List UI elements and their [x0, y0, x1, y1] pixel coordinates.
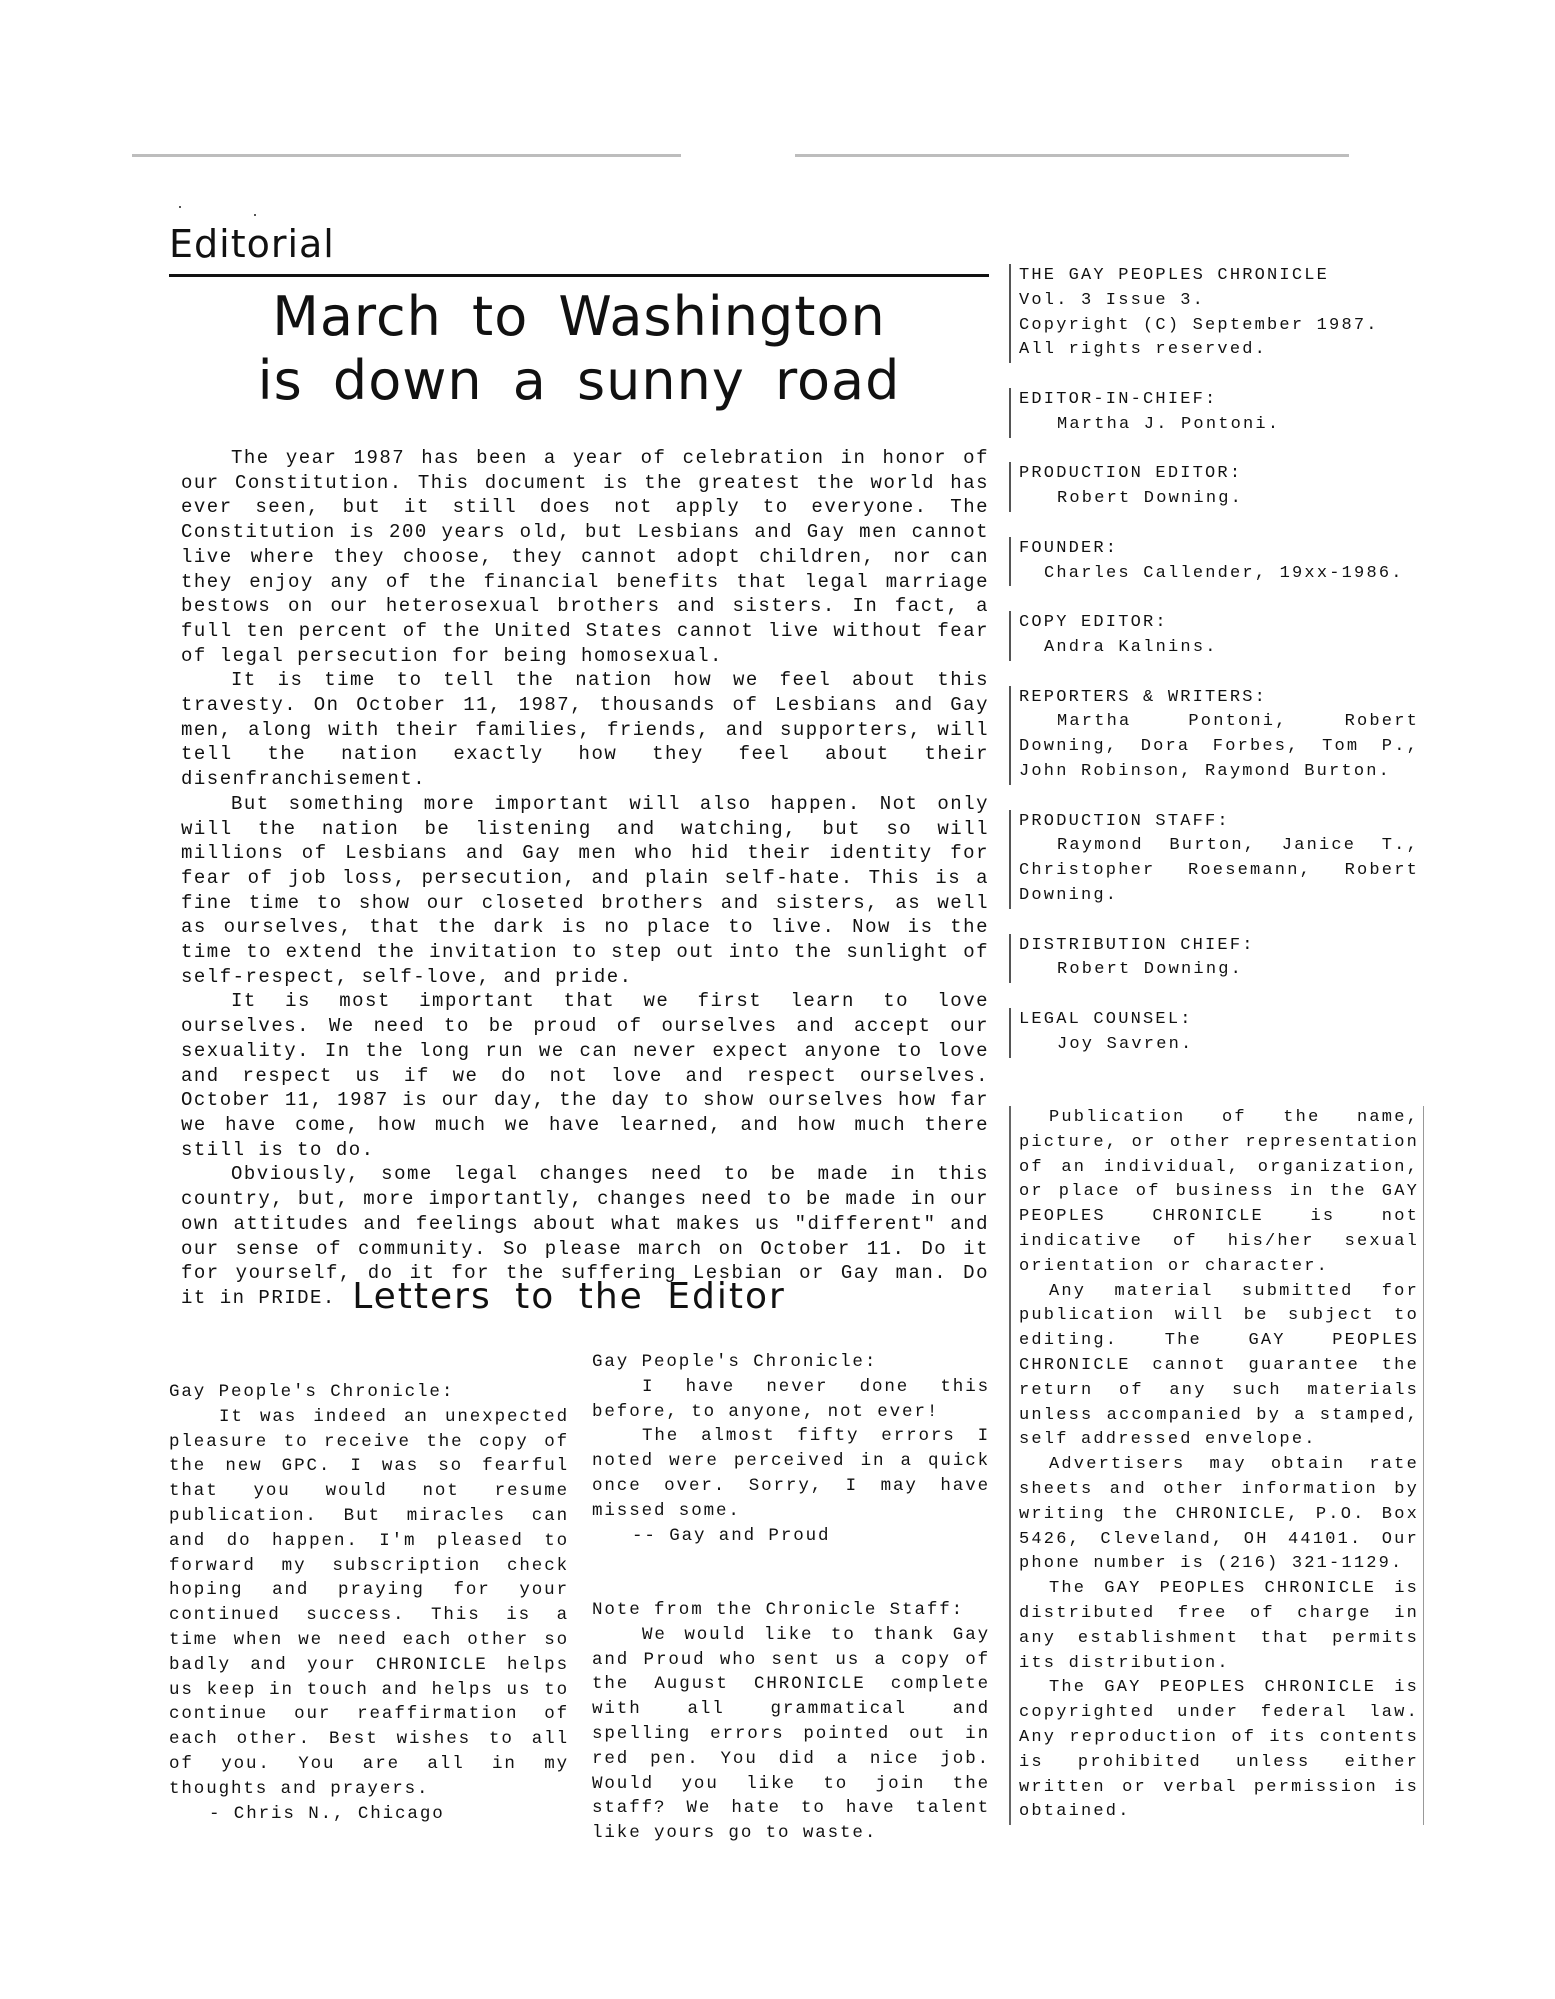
letter-2 [592, 1350, 990, 1846]
masthead-value [1019, 834, 1419, 908]
masthead-value: Andra Kalnins. [1044, 637, 1218, 657]
letter-signature: -- Gay and Proud [632, 1525, 831, 1546]
masthead-editor-in-chief [1009, 388, 1419, 438]
masthead-heading: FOUNDER: [1019, 538, 1119, 558]
section-label: Editorial [169, 222, 335, 266]
letters-heading: Letters to the Editor [352, 1276, 786, 1317]
masthead-value-line: John Robinson, Raymond Burton. [1019, 761, 1392, 781]
masthead-value: Martha J. Pontoni. [1057, 414, 1281, 434]
masthead-production-editor [1009, 462, 1419, 512]
masthead-title-block [1009, 264, 1419, 363]
letter-salutation: Gay People's Chronicle: [592, 1352, 878, 1372]
editorial-paragraph: It is most important that we first learn to love ourselves. We need to be proud of ourselves and accept our sexuality. In the long run we can never expect anyone to love and respect us if we do not love and respect ourselves. October 11, 1987 is our day, the day to show ourselves how far we have come, how much we have learned, and how much there still is to do. [181, 990, 989, 1161]
disclaimer-paragraph: Any material submitted for publication will be subject to editing. The GAY PEOPLES CHRONICLE cannot guarantee the return of any such materials unless accompanied by a stamped, self addressed envelope. [1019, 1281, 1419, 1450]
masthead-title-line: Vol. 3 Issue 3. [1019, 290, 1206, 310]
letter-salutation: Gay People's Chronicle: [169, 1382, 455, 1402]
masthead-heading: REPORTERS & WRITERS: [1019, 687, 1268, 707]
section-rule [169, 274, 989, 277]
editorial-paragraph: Obviously, some legal changes need to be made in this country, but, more importantly, changes need to be made in our own attitudes and feelings about what makes us "different" and our sense of community. So please march on October 11. Do it for yourself, do it for the suffering Lesbian or Gay man. Do it in PRIDE. [181, 1163, 989, 1309]
disclaimer-paragraph: Advertisers may obtain rate sheets and other information by writing the CHRONICLE, P.O. Box 5426, Cleveland, OH 44101. Our phone number is (216) 321-1129. [1019, 1455, 1419, 1574]
masthead-production-staff [1009, 810, 1419, 909]
masthead-value: Joy Savren. [1057, 1034, 1194, 1054]
headline-line: March to Washington [272, 285, 886, 348]
masthead-copy-editor [1009, 611, 1419, 661]
letter-paragraph: I have never done this before, to anyone, not ever! [592, 1376, 990, 1422]
masthead-value-line: Downing. [1019, 885, 1119, 905]
masthead-value-line: Raymond Burton, Janice T., [1057, 836, 1419, 856]
masthead-title-line: All rights reserved. [1019, 340, 1268, 360]
disclaimer-paragraph: Publication of the name, picture, or other representation of an individual, organization, or place of business in the GAY PEOPLES CHRONICLE is not indicative of his/her sexual orientation or character. [1019, 1108, 1419, 1276]
scan-speck [254, 214, 256, 216]
masthead-reporters [1009, 686, 1419, 785]
masthead-heading: PRODUCTION STAFF: [1019, 811, 1230, 831]
masthead-value [1019, 710, 1419, 784]
staff-note-heading: Note from the Chronicle Staff: [592, 1599, 965, 1620]
letter-paragraph: The almost fifty errors I noted were perceived in a quick once over. Sorry, I may have missed some. [592, 1426, 990, 1521]
letter-signature: - Chris N., Chicago [209, 1803, 445, 1824]
masthead-distribution-chief [1009, 934, 1419, 984]
editorial-paragraph: But something more important will also happen. Not only will the nation be listening and watching, but so will millions of Lesbians and Gay men who hid their identity for fear of job loss, persecution, and plain self-hate. This is a fine time to show our closeted brothers and sisters, as well as ourselves, that the dark is no place to live. Now is the time to extend the invitation to step out into the sunlight of self-respect, self-love, and pride. [181, 792, 989, 988]
editorial-paragraph: The year 1987 has been a year of celebration in honor of our Constitution. This document is the greatest the world has ever seen, but it still does not apply to everyone. The Constitution is 200 years old, but Lesbians and Gay men cannot live where they choose, they cannot adopt children, nor can they enjoy any of the financial benefits that legal marriage bestows on our heterosexual brothers and sisters. In fact, a full ten percent of the United States cannot live without fear of legal persecution for being homosexual. [181, 447, 989, 667]
masthead-value: Charles Callender, 19xx-1986. [1044, 563, 1404, 583]
masthead-value-line: Christopher Roesemann, Robert [1019, 861, 1419, 881]
editorial-body [181, 446, 989, 1311]
headline-line: is down a sunny road [257, 349, 901, 412]
scan-speck [179, 206, 181, 208]
masthead-founder [1009, 537, 1419, 587]
masthead-heading: PRODUCTION EDITOR: [1019, 464, 1243, 484]
masthead-value-line: Martha Pontoni, Robert [1057, 712, 1419, 732]
masthead-legal-counsel [1009, 1008, 1419, 1058]
masthead-heading: COPY EDITOR: [1019, 613, 1168, 633]
headline [169, 285, 989, 413]
masthead-heading: EDITOR-IN-CHIEF: [1019, 389, 1218, 409]
masthead-title-line: THE GAY PEOPLES CHRONICLE [1019, 266, 1330, 285]
letter-1 [169, 1380, 569, 1826]
masthead-value-line: Downing, Dora Forbes, Tom P., [1019, 737, 1419, 757]
masthead-value: Robert Downing. [1057, 489, 1244, 509]
disclaimer-paragraph: The GAY PEOPLES CHRONICLE is distributed free of charge in any establishment that permits its distribution. [1019, 1579, 1419, 1673]
publication-disclaimer [1009, 1106, 1424, 1825]
masthead-heading: LEGAL COUNSEL: [1019, 1009, 1193, 1029]
masthead [1019, 264, 1419, 1082]
editorial-paragraph: It is time to tell the nation how we feel about this travesty. On October 11, 1987, thousands of Lesbians and Gay men, along with their families, friends, and supporters, will tell the nation exactly how they feel about their disenfranchisement. [181, 669, 989, 791]
scan-edge-line [132, 154, 681, 157]
masthead-value: Robert Downing. [1057, 960, 1244, 980]
disclaimer-paragraph: The GAY PEOPLES CHRONICLE is copyrighted under federal law. Any reproduction of its contents is prohibited unless either written or verbal permission is obtained. [1019, 1678, 1419, 1822]
masthead-heading: DISTRIBUTION CHIEF: [1019, 935, 1255, 955]
masthead-title-line: Copyright (C) September 1987. [1019, 315, 1379, 335]
scan-edge-line [795, 154, 1349, 157]
letter-body: It was indeed an unexpected pleasure to receive the copy of the new GPC. I was so fearful that you would not resume publication. But miracles can and do happen. I'm pleased to forward my subscription check hoping and praying for your continued success. This is a time when we need each other so badly and your CHRONICLE helps us keep in touch and helps us to continue our reaffirmation of each other. Best wishes to all of you. You are all in my thoughts and prayers. [169, 1406, 569, 1799]
staff-note-body: We would like to thank Gay and Proud who sent us a copy of the August CHRONICLE complete with all grammatical and spelling errors pointed out in red pen. You did a nice job. Would you like to join the staff? We hate to have talent like yours go to waste. [592, 1624, 990, 1844]
